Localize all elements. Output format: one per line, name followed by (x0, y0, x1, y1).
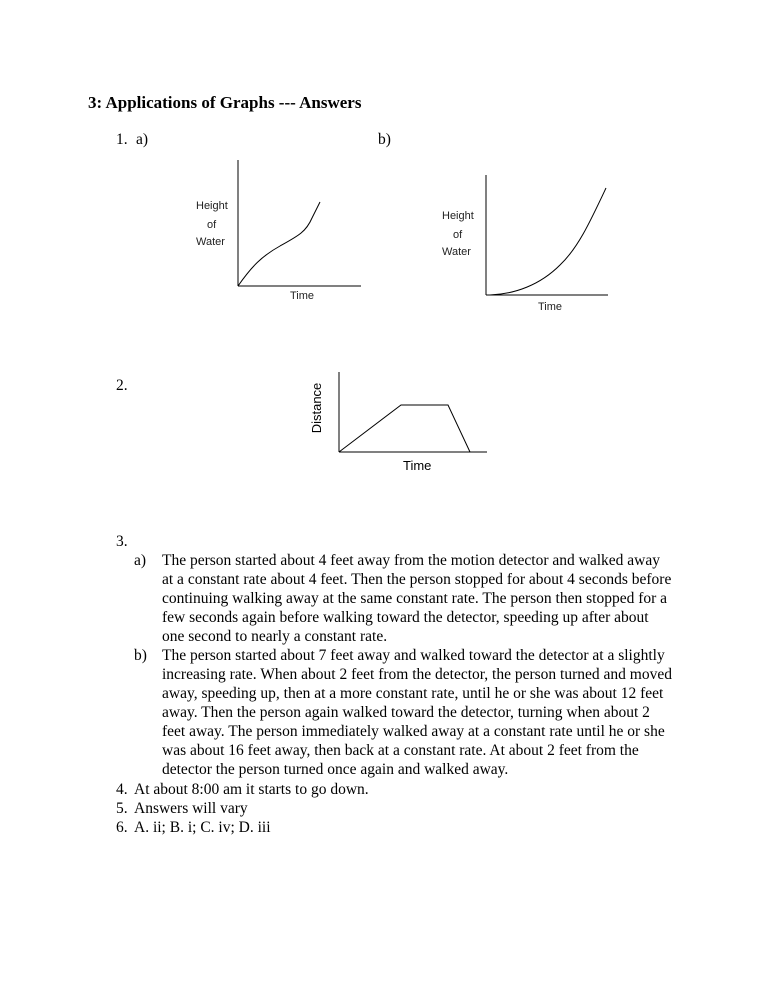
q3-part-a-label: a) (134, 552, 147, 569)
graph-1a-ylabel-2: of (207, 219, 217, 231)
q2-number: 2. (116, 377, 128, 394)
q1-part-b-label: b) (378, 131, 391, 148)
page-title: 3: Applications of Graphs --- Answers (88, 93, 362, 112)
graph-1a-ylabel-3: Water (196, 236, 225, 248)
answer-number-5: 5. (116, 800, 128, 817)
answer-text-4: At about 8:00 am it starts to go down. (134, 781, 369, 798)
answer-text-5: Answers will vary (134, 800, 248, 817)
graph-1b-ylabel-3: Water (442, 246, 471, 258)
q1-number: 1. (116, 131, 128, 148)
q1-part-a-label: a) (136, 131, 149, 148)
graph-1b-ylabel-2: of (453, 229, 463, 241)
answer-number-6: 6. (116, 819, 128, 836)
graph-1a-ylabel-1: Height (196, 200, 228, 212)
q3-part-b-label: b) (134, 647, 147, 664)
answer-text-6: A. ii; B. i; C. iv; D. iii (134, 819, 271, 836)
graph-2-xlabel: Time (403, 458, 432, 473)
graph-1b-ylabel-1: Height (442, 210, 474, 222)
q3-part-b-text: The person started about 7 feet away and walked toward the detector at a slightly increasing rate. When about 2 feet from the detector, the person turned and moved away, speeding up, then at a more constant rate, until he or she was about 12 feet away. Then the person again walked toward the detector, turning when about 2 feet away. The person immediately walked away at a constant rate until he or she was about 16 feet away, then back at a constant rate. At about 2 feet from the detector the person turned once again and walked away. (162, 647, 672, 778)
graph-2-ylabel: Distance (309, 382, 324, 434)
q3-number: 3. (116, 533, 128, 550)
graph-1b-xlabel: Time (538, 301, 563, 313)
answer-number-4: 4. (116, 781, 128, 798)
graph-1a-xlabel: Time (290, 290, 315, 302)
q3-part-a-text: The person started about 4 feet away from the motion detector and walked away at a constant rate about 4 feet. Then the person stopped for about 4 seconds before continuing walking away at the same constant rate. The person then stopped for a few seconds again before walking toward the detector, speeding up after about one second to nearly a constant rate. (162, 552, 672, 645)
graph-2-line (339, 405, 470, 452)
